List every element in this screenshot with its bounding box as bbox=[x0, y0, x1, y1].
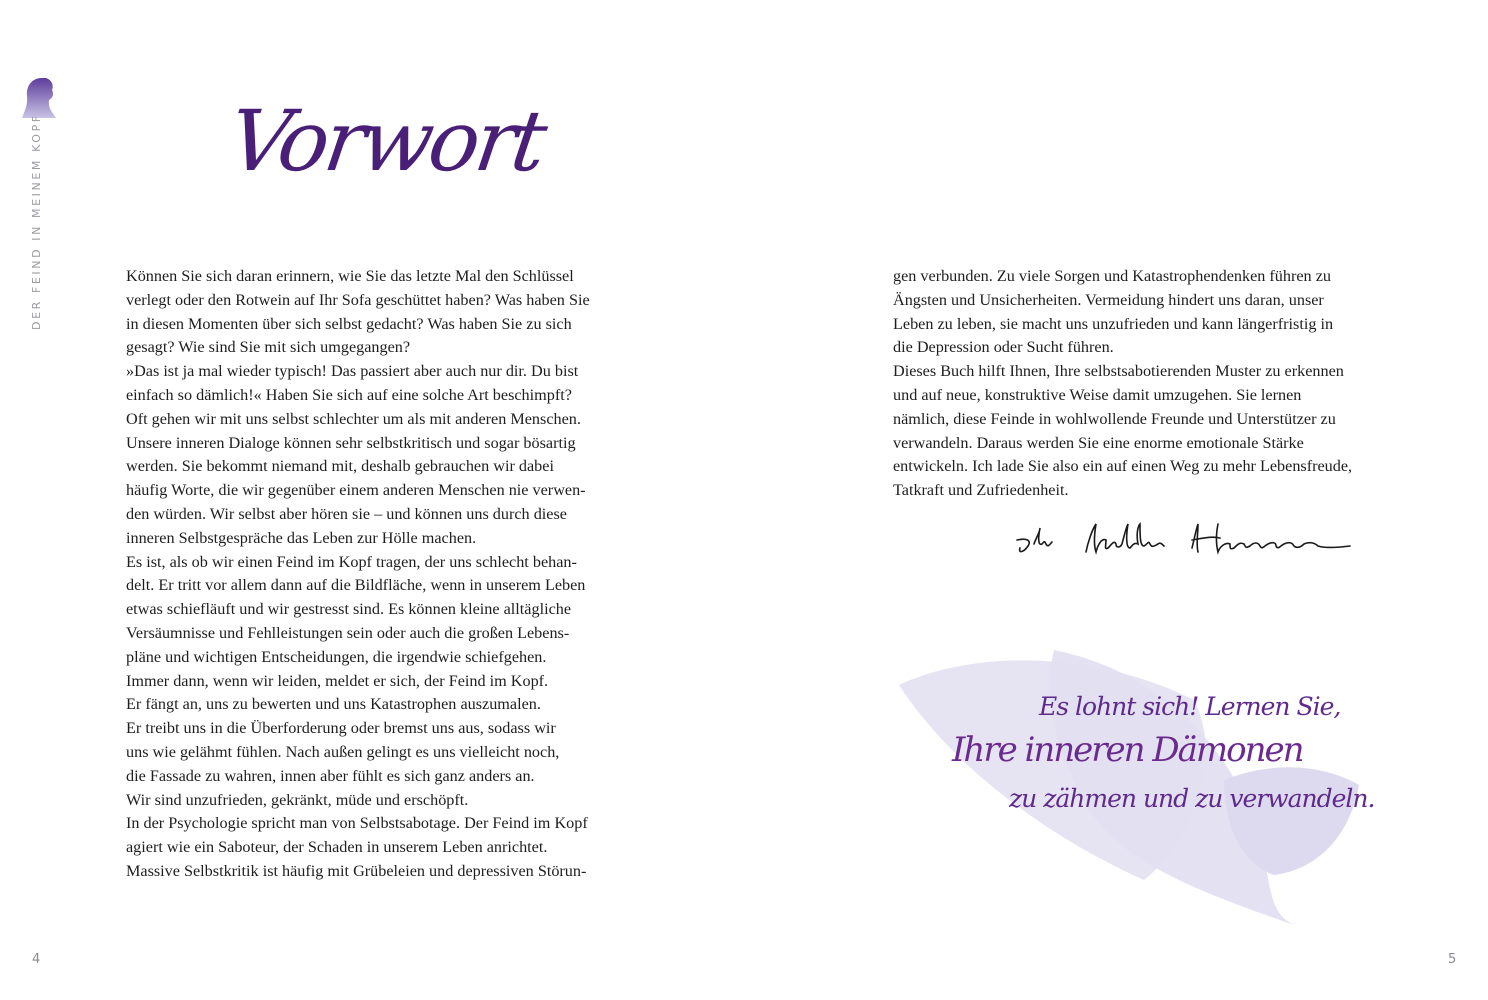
text-line: delt. Er tritt vor allem dann auf die Bildfläche, wenn in unserem Leben bbox=[126, 576, 586, 595]
quote-line-3: zu zähmen und zu verwandeln. bbox=[1009, 784, 1375, 813]
text-line: Immer dann, wenn wir leiden, meldet er sich, der Feind im Kopf. bbox=[126, 671, 549, 690]
text-line: agiert wie ein Saboteur, der Schaden in unserem Leben anrichtet. bbox=[126, 838, 548, 857]
text-line: Er treibt uns in die Überforderung oder bremst uns aus, sodass wir bbox=[126, 719, 556, 738]
text-line: gen verbunden. Zu viele Sorgen und Katastrophendenken führen zu bbox=[893, 267, 1331, 285]
right-body-text bbox=[893, 265, 1373, 503]
text-line: Es ist, als ob wir einen Feind im Kopf tragen, der uns schlecht behan- bbox=[126, 552, 577, 571]
text-line: uns wie gelähmt fühlen. Nach außen gelingt es uns vielleicht noch, bbox=[126, 742, 560, 761]
text-line: Er fängt an, uns zu bewerten und uns Katastrophen auszumalen. bbox=[126, 695, 541, 714]
text-line: Versäumnisse und Fehlleistungen sein oder auch die großen Lebens- bbox=[126, 623, 570, 642]
page-number-right: 5 bbox=[1448, 952, 1457, 967]
text-line: in diesen Momenten über sich selbst gedacht? Was haben Sie zu sich bbox=[126, 314, 572, 333]
right-page bbox=[744, 0, 1488, 1000]
text-line: Massive Selbstkritik ist häufig mit Grübeleien und depressiven Störun- bbox=[126, 861, 587, 880]
text-line: häufig Worte, die wir gegenüber einem anderen Menschen nie verwen- bbox=[126, 481, 586, 500]
text-line: die Depression oder Sucht führen. bbox=[893, 338, 1114, 357]
running-head: DER FEIND IN MEINEM KOPF bbox=[30, 113, 43, 330]
text-line: gesagt? Wie sind Sie mit sich umgegangen? bbox=[126, 338, 411, 357]
left-body-text bbox=[126, 265, 606, 884]
text-line: Wir sind unzufrieden, gekränkt, müde und erschöpft. bbox=[126, 790, 469, 809]
text-line: Ängsten und Unsicherheiten. Vermeidung hindert uns daran, unser bbox=[893, 290, 1324, 309]
text-line: Dieses Buch hilft Ihnen, Ihre selbstsabotierenden Muster zu erkennen bbox=[893, 362, 1344, 381]
text-line: die Fassade zu wahren, innen aber fühlt es sich ganz anders an. bbox=[126, 766, 535, 785]
page-number-left: 4 bbox=[32, 952, 41, 967]
text-line: einfach so dämlich!« Haben Sie sich auf eine solche Art beschimpft? bbox=[126, 385, 572, 404]
text-line: Können Sie sich daran erinnern, wie Sie das letzte Mal den Schlüssel bbox=[126, 267, 574, 285]
text-line: werden. Sie bekommt niemand mit, deshalb gebrauchen wir dabei bbox=[126, 457, 554, 476]
text-line: den würden. Wir selbst aber hören sie – und können uns durch diese bbox=[126, 504, 567, 523]
head-silhouette-icon bbox=[22, 76, 56, 118]
text-line: pläne und wichtigen Entscheidungen, die irgendwie schiefgehen. bbox=[126, 647, 547, 666]
text-line: In der Psychologie spricht man von Selbstsabotage. Der Feind im Kopf bbox=[126, 814, 588, 833]
quote-line-2: Ihre inneren Dämonen bbox=[952, 730, 1303, 770]
signature bbox=[1014, 518, 1354, 566]
text-line: Oft gehen wir mit uns selbst schlechter um als mit anderen Menschen. bbox=[126, 409, 581, 428]
chapter-title: Vorwort bbox=[223, 92, 549, 190]
text-line: verlegt oder den Rotwein auf Ihr Sofa geschüttet haben? Was haben Sie bbox=[126, 290, 590, 309]
text-line: entwickeln. Ich lade Sie also ein auf einen Weg zu mehr Lebensfreude, bbox=[893, 457, 1353, 476]
text-line: »Das ist ja mal wieder typisch! Das passiert aber auch nur dir. Du bist bbox=[126, 362, 579, 381]
text-line: und auf neue, konstruktive Weise damit umzugehen. Sie lernen bbox=[893, 385, 1302, 404]
text-line: inneren Selbstgespräche das Leben zur Hölle machen. bbox=[126, 528, 477, 547]
text-line: Unsere inneren Dialoge können sehr selbstkritisch und sogar bösartig bbox=[126, 433, 576, 452]
text-line: nämlich, diese Feinde in wohlwollende Freunde und Unterstützer zu bbox=[893, 409, 1336, 428]
quote-line-1: Es lohnt sich! Lernen Sie, bbox=[1039, 692, 1341, 721]
text-line: etwas schiefläuft und wir gestresst sind. Es können kleine alltägliche bbox=[126, 600, 572, 619]
text-line: verwandeln. Daraus werden Sie eine enorme emotionale Stärke bbox=[893, 433, 1304, 452]
text-line: Leben zu leben, sie macht uns unzufrieden und kann längerfristig in bbox=[893, 314, 1334, 333]
text-line: Tatkraft und Zufriedenheit. bbox=[893, 481, 1069, 500]
